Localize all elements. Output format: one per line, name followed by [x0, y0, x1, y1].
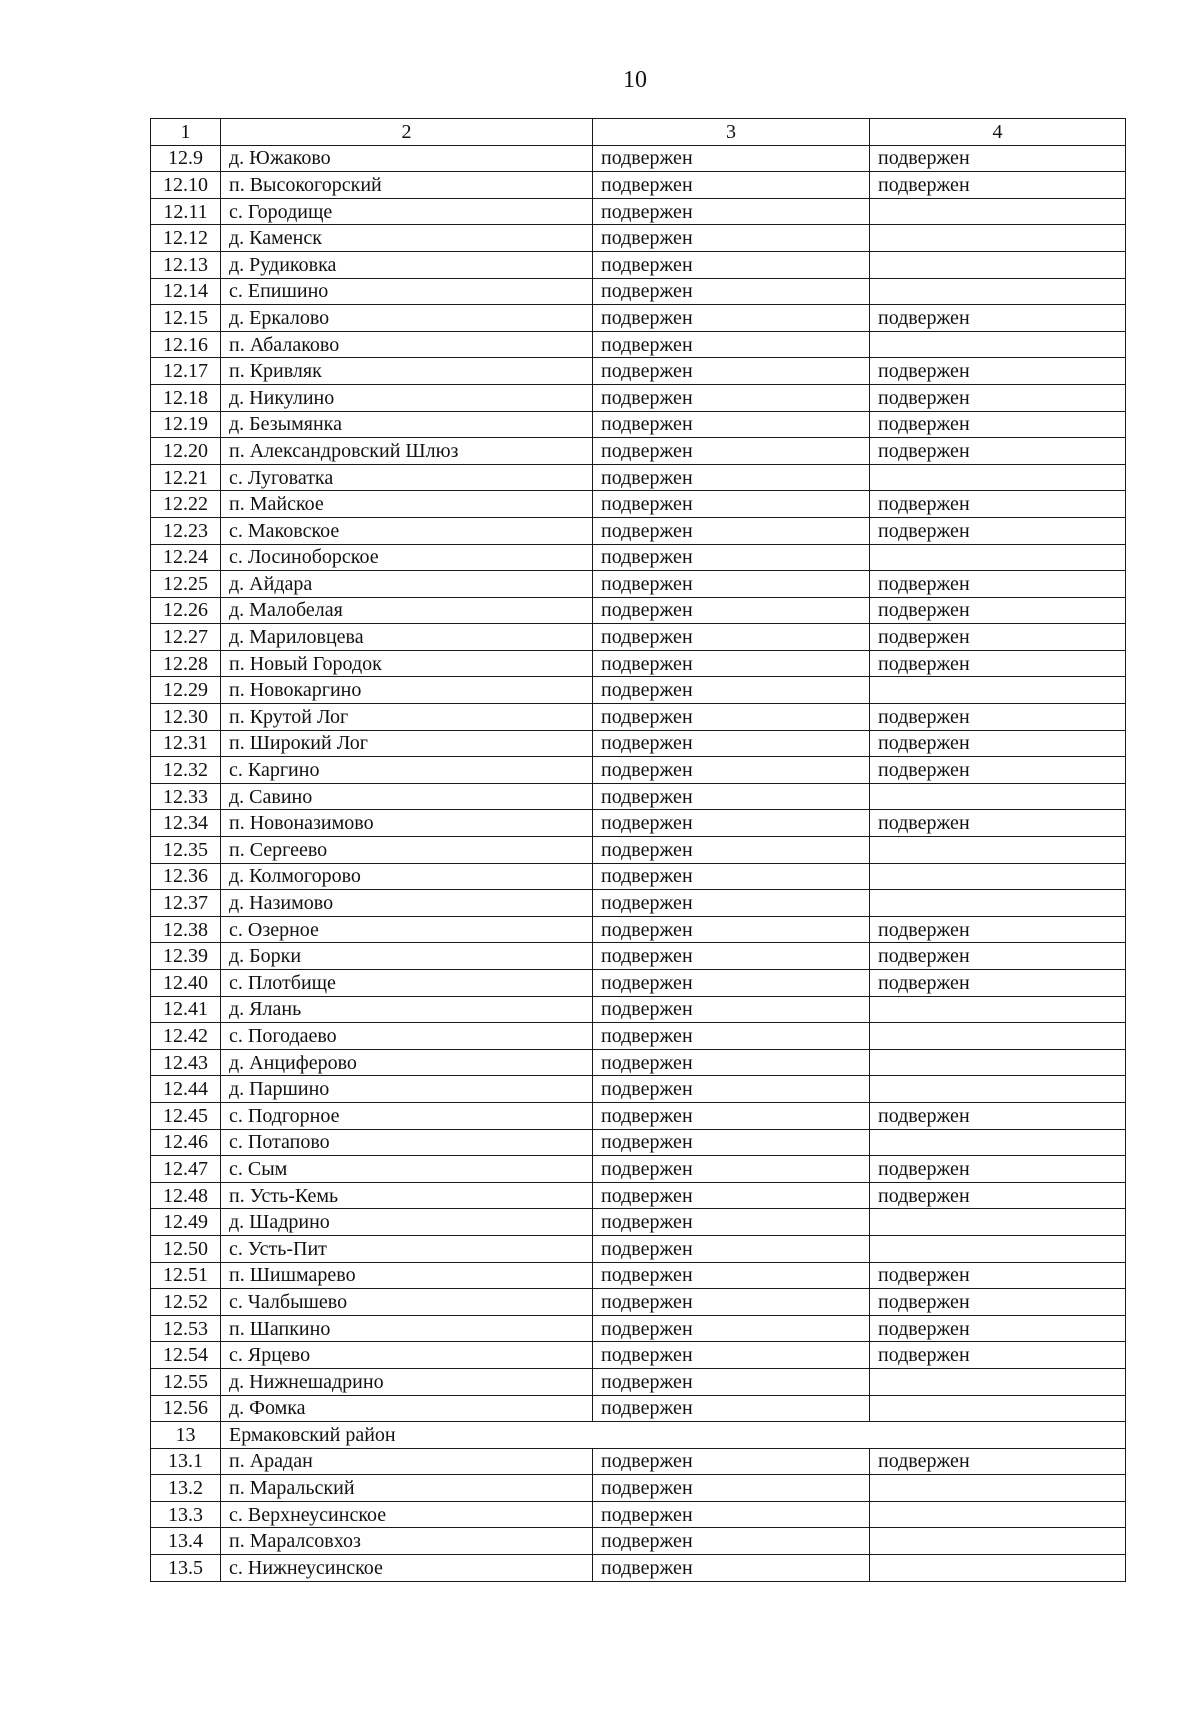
- settlement-name-cell: п. Абалаково: [221, 331, 593, 358]
- table-row: [151, 1315, 1126, 1342]
- column-4-status-cell: [870, 783, 1126, 810]
- row-number-cell: 12.41: [151, 996, 221, 1023]
- column-4-status-cell: [870, 1209, 1126, 1236]
- row-number-cell: 12.14: [151, 278, 221, 305]
- table-row: [151, 1555, 1126, 1582]
- column-3-status-cell: подвержен: [593, 438, 870, 465]
- row-number-cell: 12.25: [151, 571, 221, 598]
- settlement-name-cell: с. Подгорное: [221, 1102, 593, 1129]
- column-3-status-cell: подвержен: [593, 1156, 870, 1183]
- row-number-cell: 12.40: [151, 970, 221, 997]
- table-row: [151, 1049, 1126, 1076]
- column-4-status-cell: [870, 1395, 1126, 1422]
- settlement-name-cell: д. Рудиковка: [221, 251, 593, 278]
- column-4-status-cell: подвержен: [870, 650, 1126, 677]
- column-4-status-cell: подвержен: [870, 517, 1126, 544]
- table-row: [151, 810, 1126, 837]
- table-row: [151, 783, 1126, 810]
- table-row: [151, 597, 1126, 624]
- column-3-status-cell: подвержен: [593, 1049, 870, 1076]
- column-4-status-cell: [870, 278, 1126, 305]
- table-row: [151, 1129, 1126, 1156]
- table-row: [151, 704, 1126, 731]
- column-3-status-cell: подвержен: [593, 1023, 870, 1050]
- settlement-name-cell: д. Анциферово: [221, 1049, 593, 1076]
- column-3-status-cell: подвержен: [593, 1076, 870, 1103]
- column-3-status-cell: подвержен: [593, 1235, 870, 1262]
- table-row: [151, 198, 1126, 225]
- settlement-name-cell: д. Еркалово: [221, 305, 593, 332]
- table-row: [151, 1209, 1126, 1236]
- column-3-status-cell: подвержен: [593, 411, 870, 438]
- column-3-status-cell: подвержен: [593, 757, 870, 784]
- table-row: [151, 1395, 1126, 1422]
- column-3-status-cell: подвержен: [593, 305, 870, 332]
- table-row: [151, 1102, 1126, 1129]
- column-4-status-cell: подвержен: [870, 491, 1126, 518]
- column-3-status-cell: подвержен: [593, 145, 870, 172]
- row-number-cell: 12.39: [151, 943, 221, 970]
- table-row: [151, 1289, 1126, 1316]
- settlement-name-cell: п. Новый Городок: [221, 650, 593, 677]
- column-4-status-cell: [870, 198, 1126, 225]
- column-4-status-cell: подвержен: [870, 438, 1126, 465]
- table-row: [151, 1475, 1126, 1502]
- table-row: [151, 358, 1126, 385]
- column-4-status-cell: [870, 1129, 1126, 1156]
- settlement-name-cell: п. Новоназимово: [221, 810, 593, 837]
- settlement-name-cell: п. Шишмарево: [221, 1262, 593, 1289]
- column-3-status-cell: подвержен: [593, 704, 870, 731]
- table-row: [151, 464, 1126, 491]
- row-number-cell: 12.51: [151, 1262, 221, 1289]
- table-row: [151, 1342, 1126, 1369]
- column-4-status-cell: подвержен: [870, 916, 1126, 943]
- row-number-cell: 12.26: [151, 597, 221, 624]
- settlement-name-cell: с. Озерное: [221, 916, 593, 943]
- settlement-name-cell: с. Сым: [221, 1156, 593, 1183]
- settlement-name-cell: с. Епишино: [221, 278, 593, 305]
- table-row: [151, 1448, 1126, 1475]
- column-4-status-cell: [870, 1555, 1126, 1582]
- settlement-name-cell: п. Кривляк: [221, 358, 593, 385]
- table-row: [151, 624, 1126, 651]
- row-number-cell: 12.50: [151, 1235, 221, 1262]
- column-3-status-cell: подвержен: [593, 996, 870, 1023]
- table-row: [151, 145, 1126, 172]
- table-body: [151, 119, 1126, 1582]
- row-number-cell: 12.18: [151, 384, 221, 411]
- settlement-name-cell: с. Чалбышево: [221, 1289, 593, 1316]
- row-number-cell: 12.44: [151, 1076, 221, 1103]
- column-4-status-cell: подвержен: [870, 571, 1126, 598]
- table-row: [151, 890, 1126, 917]
- settlement-name-cell: д. Безымянка: [221, 411, 593, 438]
- settlement-name-cell: п. Крутой Лог: [221, 704, 593, 731]
- column-4-status-cell: [870, 1076, 1126, 1103]
- column-3-status-cell: подвержен: [593, 1289, 870, 1316]
- column-3-status-cell: подвержен: [593, 1501, 870, 1528]
- settlement-name-cell: с. Луговатка: [221, 464, 593, 491]
- table-row: [151, 305, 1126, 332]
- table-row: [151, 544, 1126, 571]
- settlement-name-cell: п. Арадан: [221, 1448, 593, 1475]
- table-row: [151, 251, 1126, 278]
- column-3-status-cell: подвержен: [593, 384, 870, 411]
- row-number-cell: 12.10: [151, 172, 221, 199]
- row-number-cell: 12.19: [151, 411, 221, 438]
- settlement-name-cell: д. Малобелая: [221, 597, 593, 624]
- row-number-cell: 12.17: [151, 358, 221, 385]
- settlement-name-cell: п. Александровский Шлюз: [221, 438, 593, 465]
- column-3-status-cell: подвержен: [593, 1315, 870, 1342]
- row-number-cell: 12.15: [151, 305, 221, 332]
- column-4-status-cell: [870, 331, 1126, 358]
- column-4-status-cell: [870, 544, 1126, 571]
- row-number-cell: 12.46: [151, 1129, 221, 1156]
- settlement-name-cell: с. Усть-Пит: [221, 1235, 593, 1262]
- column-4-status-cell: подвержен: [870, 1289, 1126, 1316]
- header-cell-1: 1: [151, 119, 221, 146]
- settlement-name-cell: п. Сергеево: [221, 837, 593, 864]
- column-4-status-cell: подвержен: [870, 1315, 1126, 1342]
- column-3-status-cell: подвержен: [593, 1475, 870, 1502]
- settlement-name-cell: п. Широкий Лог: [221, 730, 593, 757]
- row-number-cell: 12.20: [151, 438, 221, 465]
- settlement-name-cell: с. Лосиноборское: [221, 544, 593, 571]
- column-4-status-cell: подвержен: [870, 1448, 1126, 1475]
- column-4-status-cell: подвержен: [870, 358, 1126, 385]
- table-row: [151, 1528, 1126, 1555]
- row-number-cell: 12.55: [151, 1368, 221, 1395]
- table-row: [151, 650, 1126, 677]
- column-3-status-cell: подвержен: [593, 491, 870, 518]
- row-number-cell: 12.16: [151, 331, 221, 358]
- settlement-name-cell: д. Савино: [221, 783, 593, 810]
- settlement-name-cell: д. Каменск: [221, 225, 593, 252]
- column-3-status-cell: подвержен: [593, 571, 870, 598]
- column-3-status-cell: подвержен: [593, 730, 870, 757]
- column-3-status-cell: подвержен: [593, 331, 870, 358]
- column-4-status-cell: подвержен: [870, 305, 1126, 332]
- settlement-name-cell: с. Верхнеусинское: [221, 1501, 593, 1528]
- row-number-cell: 12.11: [151, 198, 221, 225]
- row-number-cell: 13.4: [151, 1528, 221, 1555]
- column-4-status-cell: [870, 890, 1126, 917]
- column-4-status-cell: подвержен: [870, 1182, 1126, 1209]
- column-4-status-cell: подвержен: [870, 1102, 1126, 1129]
- settlement-name-cell: с. Маковское: [221, 517, 593, 544]
- column-4-status-cell: подвержен: [870, 810, 1126, 837]
- column-3-status-cell: подвержен: [593, 810, 870, 837]
- table-row: [151, 1156, 1126, 1183]
- row-number-cell: 12.38: [151, 916, 221, 943]
- row-number-cell: 12.28: [151, 650, 221, 677]
- row-number-cell: 12.9: [151, 145, 221, 172]
- table-row: [151, 278, 1126, 305]
- column-3-status-cell: подвержен: [593, 650, 870, 677]
- column-4-status-cell: подвержен: [870, 624, 1126, 651]
- table-row: [151, 571, 1126, 598]
- settlement-name-cell: с. Городище: [221, 198, 593, 225]
- column-4-status-cell: подвержен: [870, 970, 1126, 997]
- settlement-name-cell: д. Южаково: [221, 145, 593, 172]
- row-number-cell: 12.34: [151, 810, 221, 837]
- settlement-name-cell: с. Нижнеусинское: [221, 1555, 593, 1582]
- settlement-name-cell: п. Шапкино: [221, 1315, 593, 1342]
- settlement-name-cell: д. Колмогорово: [221, 863, 593, 890]
- row-number-cell: 13.3: [151, 1501, 221, 1528]
- table-row: [151, 1235, 1126, 1262]
- row-number-cell: 12.48: [151, 1182, 221, 1209]
- settlement-name-cell: д. Мариловцева: [221, 624, 593, 651]
- row-number-cell: 12.54: [151, 1342, 221, 1369]
- row-number-cell: 12.12: [151, 225, 221, 252]
- table-row: [151, 331, 1126, 358]
- column-4-status-cell: [870, 1475, 1126, 1502]
- settlement-name-cell: п. Маралсовхоз: [221, 1528, 593, 1555]
- column-3-status-cell: подвержен: [593, 916, 870, 943]
- column-3-status-cell: подвержен: [593, 624, 870, 651]
- column-4-status-cell: подвержен: [870, 172, 1126, 199]
- table-row: [151, 1182, 1126, 1209]
- table-row: [151, 225, 1126, 252]
- column-4-status-cell: [870, 996, 1126, 1023]
- column-4-status-cell: подвержен: [870, 704, 1126, 731]
- table-row: [151, 996, 1126, 1023]
- settlement-name-cell: д. Борки: [221, 943, 593, 970]
- settlement-name-cell: п. Усть-Кемь: [221, 1182, 593, 1209]
- column-3-status-cell: подвержен: [593, 1209, 870, 1236]
- settlement-name-cell: п. Майское: [221, 491, 593, 518]
- column-4-status-cell: подвержен: [870, 145, 1126, 172]
- header-cell-4: 4: [870, 119, 1126, 146]
- row-number-cell: 12.33: [151, 783, 221, 810]
- table-row: [151, 837, 1126, 864]
- settlement-name-cell: с. Плотбище: [221, 970, 593, 997]
- column-3-status-cell: подвержен: [593, 1448, 870, 1475]
- column-3-status-cell: подвержен: [593, 1182, 870, 1209]
- column-3-status-cell: подвержен: [593, 837, 870, 864]
- row-number-cell: 12.47: [151, 1156, 221, 1183]
- column-4-status-cell: подвержен: [870, 597, 1126, 624]
- column-3-status-cell: подвержен: [593, 1342, 870, 1369]
- column-3-status-cell: подвержен: [593, 278, 870, 305]
- row-number-cell: 12.37: [151, 890, 221, 917]
- column-4-status-cell: [870, 863, 1126, 890]
- column-3-status-cell: подвержен: [593, 464, 870, 491]
- column-4-status-cell: подвержен: [870, 384, 1126, 411]
- column-3-status-cell: подвержен: [593, 943, 870, 970]
- table-row: [151, 1262, 1126, 1289]
- column-3-status-cell: подвержен: [593, 1555, 870, 1582]
- column-4-status-cell: [870, 251, 1126, 278]
- column-3-status-cell: подвержен: [593, 1129, 870, 1156]
- column-4-status-cell: [870, 1049, 1126, 1076]
- column-4-status-cell: [870, 1235, 1126, 1262]
- table-row: [151, 172, 1126, 199]
- table-row: [151, 677, 1126, 704]
- row-number-cell: 13: [151, 1422, 221, 1449]
- column-3-status-cell: подвержен: [593, 1368, 870, 1395]
- header-cell-2: 2: [221, 119, 593, 146]
- table-row: [151, 757, 1126, 784]
- table-row: [151, 517, 1126, 544]
- column-3-status-cell: подвержен: [593, 251, 870, 278]
- settlement-name-cell: д. Айдара: [221, 571, 593, 598]
- settlement-name-cell: д. Ялань: [221, 996, 593, 1023]
- table-row: [151, 438, 1126, 465]
- table-row: [151, 916, 1126, 943]
- settlement-name-cell: с. Погодаево: [221, 1023, 593, 1050]
- column-4-status-cell: [870, 677, 1126, 704]
- table-row: [151, 1368, 1126, 1395]
- column-4-status-cell: подвержен: [870, 757, 1126, 784]
- row-number-cell: 12.49: [151, 1209, 221, 1236]
- column-4-status-cell: подвержен: [870, 730, 1126, 757]
- row-number-cell: 12.27: [151, 624, 221, 651]
- column-3-status-cell: подвержен: [593, 198, 870, 225]
- settlement-name-cell: с. Потапово: [221, 1129, 593, 1156]
- row-number-cell: 12.24: [151, 544, 221, 571]
- settlement-name-cell: д. Шадрино: [221, 1209, 593, 1236]
- row-number-cell: 12.30: [151, 704, 221, 731]
- settlement-name-cell: п. Маральский: [221, 1475, 593, 1502]
- row-number-cell: 12.29: [151, 677, 221, 704]
- settlement-name-cell: д. Назимово: [221, 890, 593, 917]
- table-row: [151, 411, 1126, 438]
- column-3-status-cell: подвержен: [593, 1102, 870, 1129]
- row-number-cell: 13.5: [151, 1555, 221, 1582]
- column-4-status-cell: подвержен: [870, 943, 1126, 970]
- row-number-cell: 12.35: [151, 837, 221, 864]
- column-4-status-cell: [870, 1023, 1126, 1050]
- column-3-status-cell: подвержен: [593, 1262, 870, 1289]
- column-3-status-cell: подвержен: [593, 225, 870, 252]
- table-row: [151, 943, 1126, 970]
- settlements-table: [150, 118, 1126, 1582]
- column-3-status-cell: подвержен: [593, 517, 870, 544]
- table-row: [151, 730, 1126, 757]
- settlement-name-cell: п. Новокаргино: [221, 677, 593, 704]
- row-number-cell: 12.52: [151, 1289, 221, 1316]
- table-header-row: [151, 119, 1126, 146]
- column-3-status-cell: подвержен: [593, 677, 870, 704]
- table-row: [151, 491, 1126, 518]
- column-3-status-cell: подвержен: [593, 1395, 870, 1422]
- section-row: [151, 1422, 1126, 1449]
- row-number-cell: 12.53: [151, 1315, 221, 1342]
- row-number-cell: 12.22: [151, 491, 221, 518]
- column-4-status-cell: [870, 1368, 1126, 1395]
- column-4-status-cell: подвержен: [870, 411, 1126, 438]
- row-number-cell: 12.45: [151, 1102, 221, 1129]
- header-cell-3: 3: [593, 119, 870, 146]
- section-title-cell: Ермаковский район: [221, 1422, 1126, 1449]
- column-4-status-cell: [870, 1501, 1126, 1528]
- column-3-status-cell: подвержен: [593, 970, 870, 997]
- table-row: [151, 1023, 1126, 1050]
- table-row: [151, 384, 1126, 411]
- row-number-cell: 12.21: [151, 464, 221, 491]
- column-4-status-cell: подвержен: [870, 1156, 1126, 1183]
- row-number-cell: 12.31: [151, 730, 221, 757]
- table-row: [151, 1501, 1126, 1528]
- settlement-name-cell: п. Высокогорский: [221, 172, 593, 199]
- column-3-status-cell: подвержен: [593, 597, 870, 624]
- column-3-status-cell: подвержен: [593, 544, 870, 571]
- column-4-status-cell: [870, 1528, 1126, 1555]
- column-4-status-cell: подвержен: [870, 1342, 1126, 1369]
- column-4-status-cell: [870, 837, 1126, 864]
- row-number-cell: 13.1: [151, 1448, 221, 1475]
- settlement-name-cell: д. Фомка: [221, 1395, 593, 1422]
- row-number-cell: 12.13: [151, 251, 221, 278]
- column-3-status-cell: подвержен: [593, 890, 870, 917]
- row-number-cell: 12.43: [151, 1049, 221, 1076]
- settlement-name-cell: д. Нижнешадрино: [221, 1368, 593, 1395]
- table-row: [151, 1076, 1126, 1103]
- row-number-cell: 13.2: [151, 1475, 221, 1502]
- column-3-status-cell: подвержен: [593, 172, 870, 199]
- row-number-cell: 12.42: [151, 1023, 221, 1050]
- row-number-cell: 12.56: [151, 1395, 221, 1422]
- column-3-status-cell: подвержен: [593, 783, 870, 810]
- settlement-name-cell: д. Никулино: [221, 384, 593, 411]
- settlement-name-cell: с. Каргино: [221, 757, 593, 784]
- page-number: 10: [623, 67, 647, 93]
- row-number-cell: 12.36: [151, 863, 221, 890]
- column-4-status-cell: [870, 464, 1126, 491]
- column-4-status-cell: [870, 225, 1126, 252]
- column-3-status-cell: подвержен: [593, 1528, 870, 1555]
- table-row: [151, 863, 1126, 890]
- column-3-status-cell: подвержен: [593, 358, 870, 385]
- row-number-cell: 12.23: [151, 517, 221, 544]
- settlement-name-cell: д. Паршино: [221, 1076, 593, 1103]
- settlement-name-cell: с. Ярцево: [221, 1342, 593, 1369]
- table-row: [151, 970, 1126, 997]
- column-4-status-cell: подвержен: [870, 1262, 1126, 1289]
- column-3-status-cell: подвержен: [593, 863, 870, 890]
- row-number-cell: 12.32: [151, 757, 221, 784]
